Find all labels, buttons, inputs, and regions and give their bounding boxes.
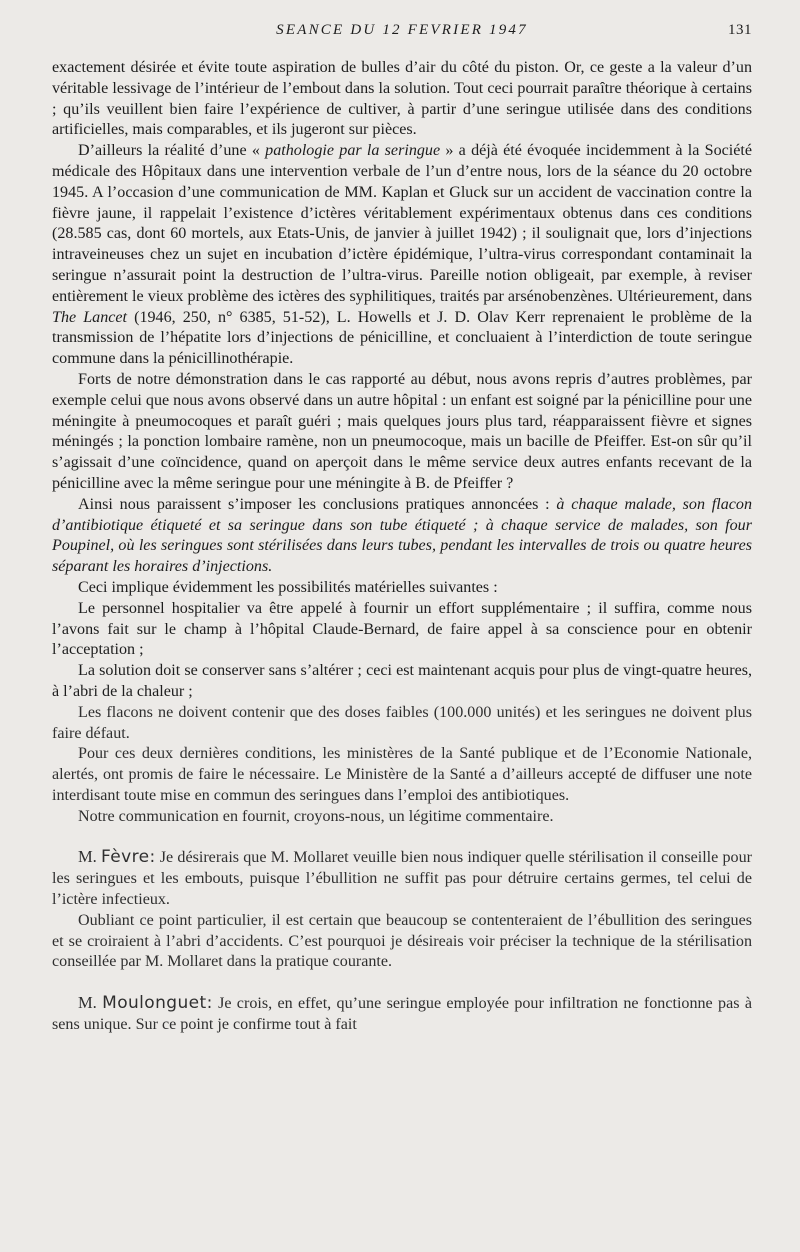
speaker-name: Moulonguet	[102, 993, 207, 1014]
speech-fevre-continuation: Oubliant ce point particulier, il est certain que beaucoup se contenteraient de l’ébullition des seringues et se croiraient à l’abri d’accidents. C’est pourquoi je désireais voir préciser la technique de la stérilisation conseillée par M. Mollaret dans la pratique courante.	[52, 911, 752, 971]
speech-moulonguet	[52, 993, 752, 1036]
paragraph-9: Pour ces deux dernières conditions, les ministères de la Santé publique et de l’Economie Nationale, alertés, ont promis de faire le nécessaire. Le Ministère de la Santé a d’ailleurs accepté de diffuser une note interdisant toute mise en commun des seringues dans l’emploi des antibiotiques.	[52, 745, 752, 804]
paragraph-2-text-b: » a déjà été évoquée incidemment à la Société médicale des Hôpitaux dans une intervention verbale de l’un d’entre nous, lors de la séance du 20 octobre 1945. A l’occasion d’une communication de MM. Kaplan et Gluck sur un accident de vaccination contre la fièvre jaune, il rappelait l’existence d’ictères véritablement expérimentaux obtenus dans ces conditions (28.585 cas, dont 60 mortels, aux Etats-Unis, de janvier à juillet 1942) ; il soulignait que, lors d’injections intraveineuses chez un sujet en incubation d’ictère épidémique, l’ultra-virus correspondant contaminait la seringue n’assurait point la destruction de l’ultra-virus. Pareille notion obligeait, par exemple, à reviser entièrement le vieux problème des ictères des syphilitiques, traités par arsénobenzènes. Ultérieurement, dans	[52, 142, 752, 305]
speaker-title: M.	[78, 993, 97, 1013]
paragraph-2-text-a: D’ailleurs la réalité d’une «	[78, 142, 266, 160]
paragraph-5: Ceci implique évidemment les possibilités matérielles suivantes :	[78, 578, 498, 596]
speech-text: Je crois, en effet, qu’une seringue employée pour infiltration ne fonctionne pas à sens unique. Sur ce point je confirme tout à fait	[52, 995, 752, 1034]
paragraph-10: Notre communication en fournit, croyons-nous, un légitime commentaire.	[78, 807, 554, 825]
paragraph-8: Les flacons ne doivent contenir que des doses faibles (100.000 unités) et les seringues ne doivent plus faire défaut.	[52, 703, 752, 742]
paragraph-3: Forts de notre démonstration dans le cas rapporté au début, nous avons repris d’autres problèmes, par exemple celui que nous avons observé dans un autre hôpital : un enfant est soigné par la pénicilline pour une méningite à pneumocoques et paraît guéri ; mais quelques jours plus tard, réapparaissent fièvre et signes méningés ; la ponction lombaire ramène, non un pneumocoque, mais un bacille de Pfeiffer. Est-on sûr qu’il s’agissait d’une coïncidence, quand on aperçoit dans le même service deux autres enfants recevant de la pénicilline avec la même seringue pour une méningite à B. de Pfeiffer ?	[52, 370, 752, 492]
speaker-colon: :	[149, 847, 156, 868]
speech-fevre	[52, 847, 752, 910]
conclusions-emphasis: à chaque malade, son flacon d’antibiotique étiqueté et sa seringue dans son tube étiqueté ; à chaque service de malades, son four Poupinel, où les seringues sont stérilisées dans leurs tubes, pendant les intervalles de trois ou quatre heures séparant les horaires d’injections.	[52, 495, 752, 576]
speaker-title: M.	[78, 847, 97, 867]
article-body	[52, 58, 752, 1036]
paragraph-2-emphasis: pathologie par la seringue	[265, 142, 441, 160]
paragraph-2-text-c: (1946, 250, n° 6385, 51-52), L. Howells et J. D. Olav Kerr reprenaient le problème de la transmission de l’hépatite lors d’injections de pénicilline, et concluaient à l’interdiction de toute seringue commune dans la pénicillinothérapie.	[52, 308, 752, 368]
paragraph-1: exactement désirée et évite toute aspiration de bulles d’air du côté du piston. Or, ce geste a la valeur d’un véritable lessivage de l’intérieur de l’embout dans la solution. Tout ceci pourrait paraître théorique à certains ; qu’ils veuillent bien faire l’expérience de cultiver, à partir d’une seringue utilisée dans des conditions artificielles, mais comparables, et ils jugeront sur pièces.	[52, 59, 752, 139]
paragraph-6: Le personnel hospitalier va être appelé à fournir un effort supplémentaire ; il suffira, comme nous l’avons fait sur le champ à l’hôpital Claude-Bernard, de faire appel à sa conscience pour en obtenir l’acceptation ;	[52, 599, 752, 659]
paragraph-7: La solution doit se conserver sans s’altérer ; ceci est maintenant acquis pour plus de vingt-quatre heures, à l’abri de la chaleur ;	[52, 662, 752, 700]
paragraph-2	[52, 141, 752, 370]
running-title: SEANCE DU 12 FEVRIER 1947	[276, 22, 528, 38]
speaker-name: Fèvre	[101, 847, 150, 868]
speech-text: Je désirerais que M. Mollaret veuille bien nous indiquer quelle stérilisation il conseille pour les seringues et les embouts, puisque l’ébullition ne suffit pas pour détruire certains germes, tel celui de l’ictère infectieux.	[52, 849, 752, 909]
paragraph-4-text: Ainsi nous paraissent s’imposer les conclusions pratiques annoncées :	[78, 495, 557, 513]
paragraph-4	[52, 495, 752, 578]
journal-name: The Lancet	[52, 308, 128, 326]
page-number: 131	[728, 22, 752, 38]
speaker-colon: :	[206, 993, 213, 1014]
page-header	[52, 22, 752, 44]
